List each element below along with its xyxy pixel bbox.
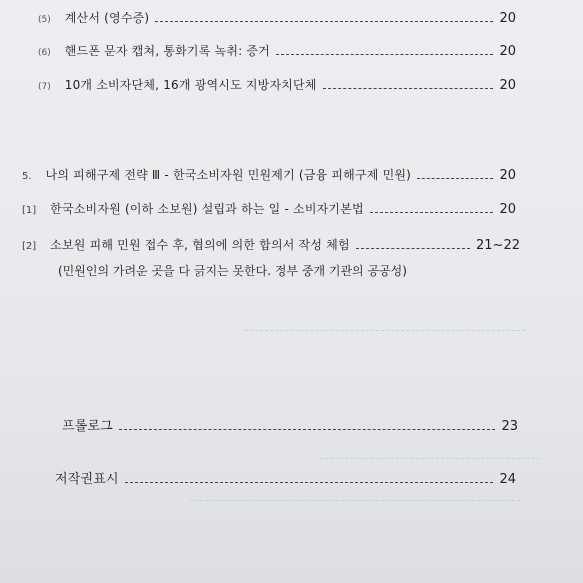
toc-entry-number: [1] <box>22 205 37 216</box>
dot-leader <box>323 88 494 89</box>
prologue-entry[interactable] <box>62 415 518 434</box>
dot-leader <box>155 21 493 22</box>
toc-entry-page: 20 <box>499 78 516 93</box>
bleed-through-line <box>190 500 520 501</box>
copyright-entry[interactable] <box>55 468 516 487</box>
toc-entry-title: 소보원 피해 민원 접수 후, 협의에 의한 합의서 작성 체험 <box>50 238 350 252</box>
toc-entry[interactable] <box>22 236 520 253</box>
toc-entry-title: 핸드폰 문자 캡쳐, 통화기록 녹취: 증거 <box>64 44 270 58</box>
toc-entry[interactable] <box>38 42 516 59</box>
dot-leader <box>417 178 493 179</box>
toc-entry[interactable] <box>38 76 516 93</box>
toc-note: (민원인의 가려운 곳을 다 긁지는 못한다. 정부 중개 기관의 공공성) <box>58 264 407 278</box>
toc-entry-title: 계산서 (영수증) <box>64 11 150 25</box>
toc-entry-number: (6) <box>38 48 51 58</box>
dot-leader <box>125 482 494 483</box>
dot-leader <box>276 54 493 55</box>
toc-entry[interactable] <box>38 9 516 26</box>
toc-entry-number: [2] <box>22 241 37 252</box>
toc-entry-page: 20 <box>499 11 516 26</box>
toc-entry-page: 20 <box>499 202 516 217</box>
toc-entry-page: 20 <box>499 44 516 59</box>
dot-leader <box>119 429 495 430</box>
toc-entry-title: 10개 소비자단체, 16개 광역시도 지방자치단체 <box>64 78 317 92</box>
prologue-title: 프롤로그 <box>62 419 114 434</box>
dot-leader <box>370 212 494 213</box>
copyright-page: 24 <box>499 472 516 487</box>
bleed-through-line <box>245 330 525 331</box>
toc-entry-number: (7) <box>38 82 51 92</box>
toc-entry-page: 21~22 <box>476 238 520 253</box>
dot-leader <box>356 248 470 249</box>
toc-entry-number: 5. <box>22 171 32 182</box>
bleed-through-line <box>320 458 540 459</box>
copyright-title: 저작권표시 <box>55 472 119 487</box>
toc-entry[interactable] <box>22 166 516 183</box>
toc-entry-page: 20 <box>499 168 516 183</box>
toc-entry-title: 한국소비자원 (이하 소보원) 설립과 하는 일 - 소비자기본법 <box>50 202 364 216</box>
toc-entry-number: (5) <box>38 15 51 25</box>
prologue-page: 23 <box>501 419 518 434</box>
toc-entry-title: 나의 피해구제 전략 Ⅲ - 한국소비자원 민원제기 (금융 피해구제 민원) <box>45 168 412 182</box>
toc-entry[interactable] <box>22 200 516 217</box>
